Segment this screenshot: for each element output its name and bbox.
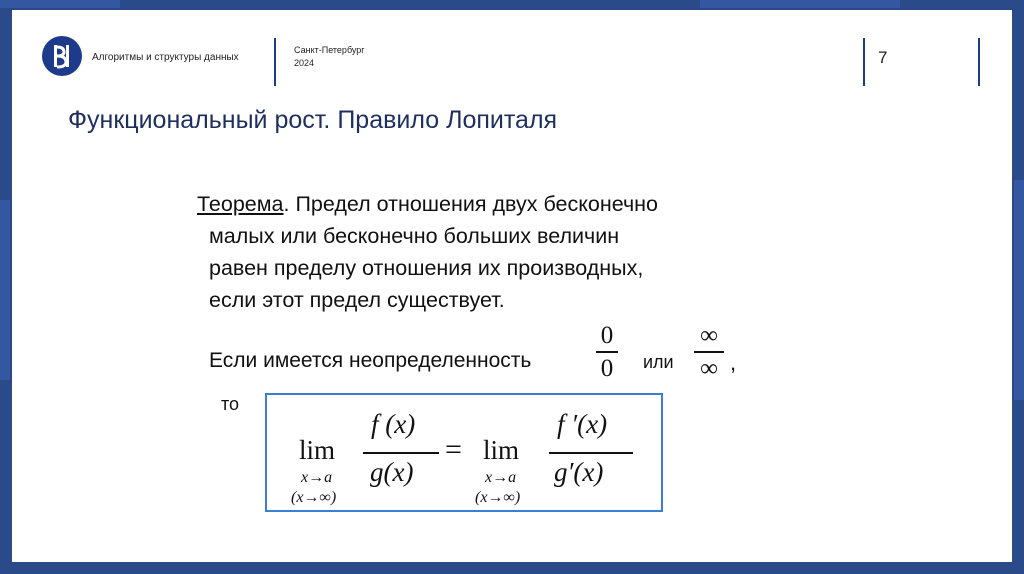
frame-decoration bbox=[1014, 180, 1024, 400]
fraction-numerator: 0 bbox=[600, 322, 614, 349]
theorem-line-4: если этот предел существует. bbox=[209, 288, 505, 312]
lim-left: lim bbox=[299, 435, 336, 465]
city: Санкт-Петербург bbox=[294, 45, 365, 55]
slide bbox=[12, 10, 1012, 562]
theorem-line-1-rest: . Предел отношения двух бесконечно bbox=[283, 192, 659, 216]
page-title: Функциональный рост. Правило Лопиталя bbox=[68, 106, 558, 134]
theorem-line-1 bbox=[197, 188, 658, 220]
lim-left-sub-1: x→a bbox=[301, 469, 333, 486]
hse-logo-icon bbox=[42, 36, 82, 76]
lim-right: lim bbox=[483, 435, 520, 465]
lhopital-formula-box bbox=[265, 393, 663, 512]
fraction-inf-over-inf bbox=[694, 322, 724, 382]
frame-decoration bbox=[700, 0, 900, 8]
page-divider-right bbox=[978, 38, 980, 86]
rhs-numerator: f ′(x) bbox=[557, 409, 608, 439]
rhs-fraction-bar bbox=[549, 452, 633, 454]
then-text: то bbox=[221, 394, 240, 414]
lhs-fraction-bar bbox=[363, 452, 439, 454]
lim-right-sub-1: x→a bbox=[485, 469, 517, 486]
fraction-bar bbox=[694, 351, 724, 353]
fraction-numerator: ∞ bbox=[700, 322, 718, 349]
theorem-label: Теорема bbox=[197, 192, 284, 216]
theorem-line-3: равен пределу отношения их производных, bbox=[209, 256, 644, 280]
lhs-denominator: g(x) bbox=[370, 457, 414, 487]
fraction-denominator: 0 bbox=[600, 354, 614, 382]
lim-right-sub-2: (x→∞) bbox=[475, 489, 521, 506]
or-text: или bbox=[643, 352, 674, 372]
header-divider bbox=[274, 38, 276, 86]
condition-text: Если имеется неопределенность bbox=[209, 349, 532, 372]
lim-left-sub-2: (x→∞) bbox=[291, 489, 337, 506]
year: 2024 bbox=[294, 58, 315, 68]
fraction-bar bbox=[596, 351, 618, 353]
location-date bbox=[294, 44, 365, 70]
frame-decoration bbox=[0, 200, 10, 380]
rhs-denominator: g′(x) bbox=[554, 457, 604, 487]
fraction-zero-over-zero bbox=[596, 322, 618, 382]
lhs-numerator: f (x) bbox=[371, 409, 416, 439]
page-divider-left bbox=[863, 38, 865, 86]
frame-decoration bbox=[0, 0, 120, 8]
course-name: Алгоритмы и структуры данных bbox=[92, 52, 239, 63]
page-number: 7 bbox=[878, 48, 888, 67]
fraction-denominator: ∞ bbox=[700, 354, 718, 382]
equals-sign: = bbox=[445, 433, 462, 466]
comma: , bbox=[730, 350, 737, 375]
theorem-line-2: малых или бесконечно больших величин bbox=[209, 224, 620, 248]
theorem-text bbox=[197, 188, 658, 316]
